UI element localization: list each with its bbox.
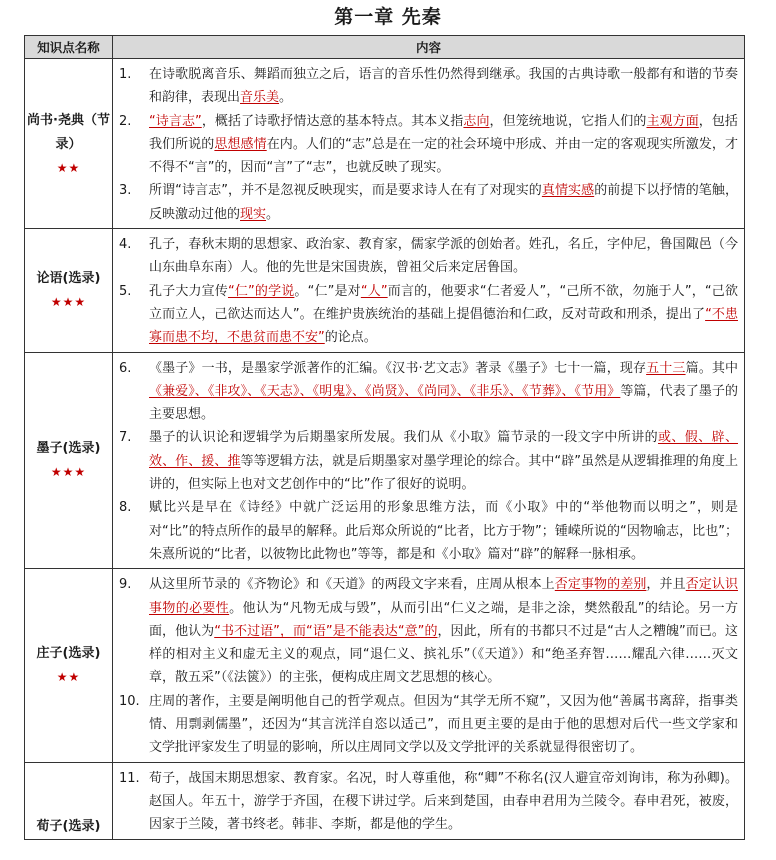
item-text: 孔子大力宣传: [149, 283, 228, 299]
highlighted-keyword: 音乐美: [240, 90, 280, 106]
table-row: [25, 59, 745, 229]
item-number: 7.: [119, 430, 132, 446]
list-item: [117, 357, 738, 427]
item-text: 《墨子》一书，是墨家学派著作的汇编。《汉书·艺文志》著录《墨子》七十一篇，现存: [149, 360, 647, 376]
content-cell: [113, 229, 745, 352]
importance-stars: ★★★: [50, 465, 87, 480]
item-text: 墨子的认识论和逻辑学为后期墨家所发展。我们从《小取》篇节录的一段文字中所讲的: [149, 430, 658, 446]
item-text: 等等逻辑方法，就是后期墨家对墨学理论的综合。其中“辟”虽然是从逻辑推理的角度上讲的，但实际上也对文艺创作中的“比”作了很好的说明。: [149, 453, 738, 493]
table-header-row: [25, 36, 745, 59]
item-text: 。他认为“凡物无成与毁”，从而引出“仁义之端，是非之涂，樊然殽乱”的结论。另一方面，他认为: [149, 600, 738, 639]
content-cell: [113, 352, 745, 569]
item-text: 荀子，战国末期思想家、教育家。名况，时人尊重他，称“卿”不称名(汉人避宣帝刘询讳，称为孙卿)。赵国人。年五十，游学于齐国，在稷下讲过学。后来到楚国，由春申君用为兰陵令。春申君死，被废，因家于兰陵，著书终老。韩非、李斯，都是他的学生。: [149, 770, 738, 833]
item-number: 5.: [119, 283, 132, 299]
item-text: ，包括我们所说的: [149, 113, 738, 152]
table-row: [25, 569, 745, 762]
list-item: [117, 280, 738, 350]
list-item: [117, 179, 738, 226]
item-text: 在诗歌脱离音乐、舞蹈而独立之后，语言的音乐性仍然得到继承。我国的古典诗歌一般都有和谐的节奏和韵律，表现出: [149, 67, 738, 106]
highlighted-keyword: 否定事物的差别: [554, 577, 647, 593]
topic-cell: [25, 59, 113, 229]
item-text: 。: [279, 90, 293, 106]
content-cell: [113, 762, 745, 839]
list-item: [117, 63, 738, 110]
list-item: [117, 426, 738, 496]
item-number: 1.: [119, 67, 132, 82]
item-number: 9.: [119, 577, 132, 593]
item-number: 2.: [119, 113, 132, 129]
topic-name: 庄子(选录): [36, 646, 101, 662]
list-item: [117, 233, 738, 280]
list-item: [117, 690, 738, 760]
highlighted-keyword: “不患寡而患不均，不患贫而患不安”: [149, 306, 738, 346]
item-text: 赋比兴是早在《诗经》中就广泛运用的形象思维方法，而《小取》中的“举他物而以明之”，则是对“比”的特点所作的最早的解释。此后郑众所说的“比者，比方于物”；锺嵘所说的“因物喻志，比也”；朱熹所说的“比者，以彼物比此物也”等等，都是和《小取》篇对“辟”的解释一脉相承。: [149, 500, 738, 562]
table-row: [25, 229, 745, 352]
list-item: [117, 496, 738, 566]
topic-cell: [25, 352, 113, 569]
item-number: 3.: [119, 183, 132, 199]
highlighted-keyword: 主观方面: [646, 113, 699, 129]
highlighted-keyword: “书不过语”，而“语”是不能表达“意”的: [214, 623, 438, 639]
highlighted-keyword: 真情实感: [541, 183, 595, 199]
item-text: ，但笼统地说，它指人们的: [489, 113, 647, 129]
item-text: 所谓“诗言志”，并不是忽视反映现实，而是要求诗人在有了对现实的: [149, 183, 542, 199]
highlighted-keyword: “人”: [360, 283, 388, 299]
item-text: 在内。人们的“志”总是在一定的社会环境中形成、并由一定的客观现实所激发，才不得不“言”的，因而“言”了“志”，也就反映了现实。: [149, 136, 738, 176]
topic-name: 墨子(选录): [36, 441, 101, 457]
knowledge-table: [24, 35, 745, 840]
topic-name: 论语(选录): [36, 271, 101, 287]
item-text: 。: [266, 206, 280, 222]
item-number: 11.: [119, 770, 140, 786]
item-text: 而言的，他要求“仁者爱人”，“己所不欲，勿施于人”，“己欲立而立人，己欲达而达人”。在维护贵族统治的基础上提倡德治和仁政，反对苛政和刑杀，提出了: [149, 283, 738, 322]
highlighted-keyword: “仁”的学说: [227, 283, 295, 299]
page-title: 第一章 先秦: [334, 6, 442, 28]
item-text: 孔子，春秋末期的思想家、政治家、教育家，儒家学派的创始者。姓孔，名丘，字仲尼，鲁国陬邑（今山东曲阜东南）人。他的先世是宋国贵族，曾祖父后来定居鲁国。: [149, 237, 738, 276]
table-body: [25, 59, 745, 840]
topic-name: 尚书·尧典（节录）: [27, 112, 110, 152]
item-text: ，并且: [646, 577, 686, 593]
item-text: ，因此，所有的书都只不过是“古人之糟魄”而已。这样的相对主义和虚无主义的观点，同“退仁义、摈礼乐”（《天道》）和“绝圣弃智……耀乱六律……灭文章，散五采”（《法篋》）的主张，便构成庄周文艺思想的核心。: [149, 623, 738, 686]
importance-stars: ★★: [56, 670, 81, 685]
highlighted-keyword: 或、假、辟、效、作、援、推: [149, 430, 738, 469]
list-item: [117, 767, 738, 837]
topic-cell: [25, 762, 113, 839]
item-number: 10.: [119, 693, 140, 709]
item-text: 的论点。: [324, 330, 377, 346]
table-row: [25, 762, 745, 839]
highlighted-keyword: 否定认识事物的必要性: [149, 577, 738, 616]
highlighted-keyword: 五十三: [646, 360, 686, 376]
list-item: [117, 110, 738, 180]
topic-name: 荀子(选录): [36, 818, 101, 834]
table-row: [25, 352, 745, 569]
item-number: 6.: [119, 360, 132, 376]
highlighted-keyword: 思想感情: [214, 136, 267, 152]
item-text: 的前提下以抒情的笔触，反映激动过他的: [149, 183, 738, 222]
content-cell: [113, 59, 745, 229]
topic-cell: [25, 569, 113, 762]
item-text: 庄周的著作，主要是阐明他自己的哲学观点。但因为“其学无所不窥”，又因为他“善属书离辞，指事类情、用剽剥儒墨”，还因为“其言洸洋自恣以适己”，而且更主要的是由于他的思想对后代一些文学家和文学批评家发生了明显的影响，所以庄周同文学以及文学批评的关系就显得很密切了。: [149, 693, 738, 756]
column-header-topic: 知识点名称: [25, 36, 113, 59]
item-text: 等篇，代表了墨子的主要思想。: [149, 383, 738, 423]
item-number: 8.: [119, 500, 132, 516]
item-text: 。“仁”是对: [294, 283, 361, 299]
item-text: 从这里所节录的《齐物论》和《天道》的两段文字来看，庄周从根本上: [149, 577, 555, 593]
item-number: 4.: [119, 237, 132, 253]
topic-cell: [25, 229, 113, 352]
importance-stars: ★★: [56, 160, 81, 175]
item-text: 篇。其中: [685, 360, 738, 376]
content-cell: [113, 569, 745, 762]
highlighted-keyword: 现实: [240, 206, 267, 222]
highlighted-keyword: 志向: [463, 113, 490, 129]
importance-stars: ★★★: [50, 295, 87, 310]
item-text: ，概括了诗歌抒情达意的基本特点。其本义指: [201, 113, 464, 129]
highlighted-keyword: 《兼爱》、《非攻》、《天志》、《明鬼》、《尚贤》、《尚同》、《非乐》、《节葬》、《节用》: [149, 383, 621, 399]
list-item: [117, 573, 738, 689]
highlighted-keyword: “诗言志”: [149, 113, 202, 129]
column-header-content: 内容: [113, 36, 745, 59]
